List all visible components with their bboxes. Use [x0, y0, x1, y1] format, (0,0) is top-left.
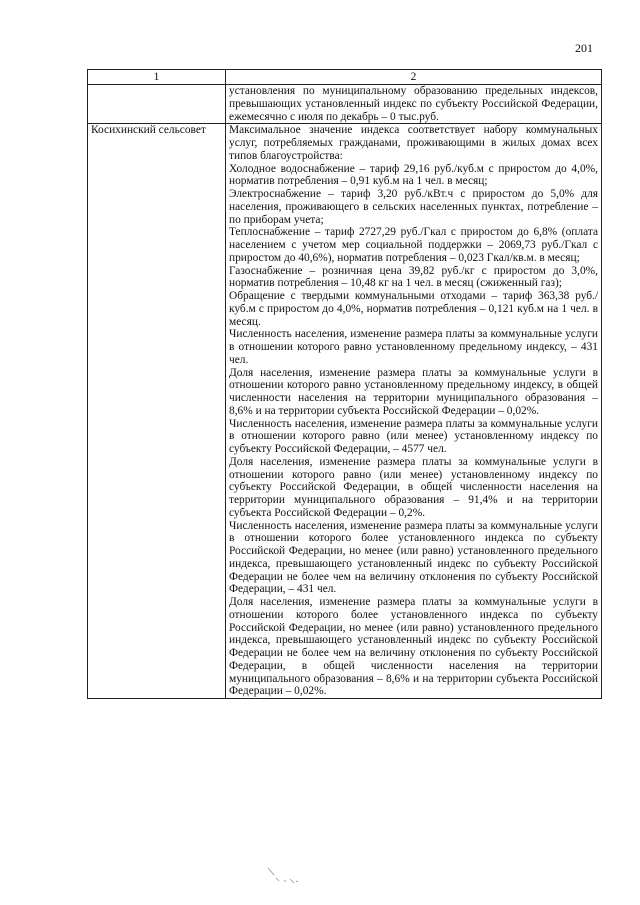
table-row: [88, 124, 602, 699]
paragraph: Численность населения, изменение размера платы за коммунальные услуги в отношении которого равно (или менее) установленному индексу по субъекту Российской Федерации, – 4577 чел.: [229, 417, 598, 455]
region-cell: [88, 85, 226, 124]
content-cell: [226, 124, 602, 699]
table-header-row: [88, 70, 602, 85]
paragraph: Доля населения, изменение размера платы за коммунальные услуги в отношении которого равно установленному предельному индексу, в общей численности населения на территории муниципального образования – 8,6% и на территории субъекта Российской Федерации – 0,02%.: [229, 366, 598, 417]
paragraph: Холодное водоснабжение – тариф 29,16 руб./куб.м с приростом до 4,0%, норматив потребления – 0,91 куб.м на 1 чел. в месяц;: [229, 162, 598, 188]
paragraph: Доля населения, изменение размера платы за коммунальные услуги в отношении которого равно (или менее) установленному индексу по субъекту Российской Федерации, в общей численности населения на территории муниципального образования – 91,4% и на территории субъекта Российской Федерации – 0,2%.: [229, 455, 598, 519]
paragraph: Электроснабжение – тариф 3,20 руб./кВт.ч с приростом до 5,0% для населения, проживающего в сельских населенных пунктах, потребление – по приборам учета;: [229, 188, 598, 226]
document-table: [87, 69, 602, 699]
content-cell: [226, 85, 602, 124]
paragraph: Доля населения, изменение размера платы за коммунальные услуги в отношении которого более установленного индекса по субъекту Российской Федерации, но менее (или равно) установленного предельного индекса, превышающего установленный индекс по субъекту Российской Федерации не более чем на величину отклонения по субъекту Российской Федерации, в общей численности населения на территории муниципального образования – 8,6% и на территории субъекта Российской Федерации – 0,02%.: [229, 596, 598, 698]
table-row: [88, 85, 602, 124]
paragraph: Обращение с твердыми коммунальными отходами – тариф 363,38 руб./куб.м с приростом до 4,0%, норматив потребления – 0,121 куб.м на 1 чел. в месяц.: [229, 290, 598, 328]
paragraph: Максимальное значение индекса соответствует набору коммунальных услуг, потребляемых гражданами, проживающими в жилых домах всех типов благоустройства:: [229, 124, 598, 162]
scan-artifact: [266, 866, 316, 886]
column-header-2: 2: [226, 70, 602, 85]
paragraph: Теплоснабжение – тариф 2727,29 руб./Гкал с приростом до 6,8% (оплата населением с учетом мер социальной поддержки – 2069,73 руб./Гкал с приростом до 40,6%), норматив потребления – 0,023 Гкал/кв.м. в месяц;: [229, 226, 598, 264]
region-cell: Косихинский сельсовет: [88, 124, 226, 699]
paragraph: Численность населения, изменение размера платы за коммунальные услуги в отношении которого равно установленному предельному индексу, – 431 чел.: [229, 328, 598, 366]
paragraph: Численность населения, изменение размера платы за коммунальные услуги в отношении которого более установленного индекса по субъекту Российской Федерации, но менее (или равно) установленного предельного индекса, превышающего установленный индекс по субъекту Российской Федерации не более чем на величину отклонения по субъекту Российской Федерации, – 431 чел.: [229, 519, 598, 596]
page-number: 201: [575, 41, 593, 55]
paragraph: установления по муниципальному образованию предельных индексов, превышающих установленный индекс по субъекту Российской Федерации, ежемесячно с июля по декабрь – 0 тыс.руб.: [229, 85, 598, 123]
column-header-1: 1: [88, 70, 226, 85]
paragraph: Газоснабжение – розничная цена 39,82 руб./кг с приростом до 3,0%, норматив потребления – 10,48 кг на 1 чел. в месяц (сжиженный газ);: [229, 264, 598, 290]
